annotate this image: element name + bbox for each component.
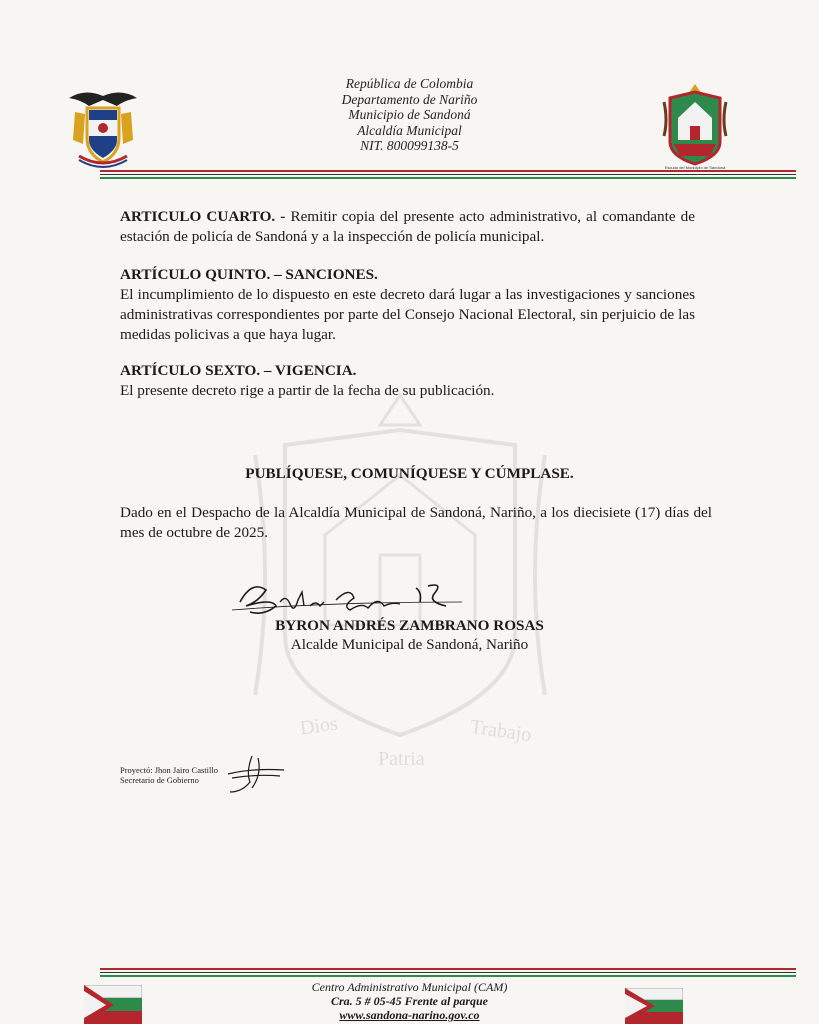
header-line: Alcaldía Municipal xyxy=(357,122,462,138)
project-note xyxy=(120,765,218,785)
article-title: ARTICULO CUARTO. - xyxy=(120,208,286,225)
emblem-caption: Escudo del Municipio de Sandoná xyxy=(664,165,726,170)
footer xyxy=(0,980,819,1022)
article-quinto xyxy=(120,265,695,345)
letterhead xyxy=(0,76,819,154)
article-cuarto xyxy=(120,207,695,247)
project-line: Proyectó: Jhon Jairo Castillo xyxy=(120,765,218,775)
watermark-word: Dios xyxy=(298,712,340,740)
article-title: ARTÍCULO QUINTO. – SANCIONES. xyxy=(120,266,378,283)
document-body xyxy=(120,207,695,415)
header-line: República de Colombia xyxy=(345,76,474,91)
signature-icon xyxy=(232,572,472,622)
footer-divider xyxy=(100,968,796,979)
article-title: ARTÍCULO SEXTO. – VIGENCIA. xyxy=(120,362,357,379)
project-line: Secretario de Gobierno xyxy=(120,775,199,785)
closing-statement: PUBLÍQUESE, COMUNÍQUESE Y CÚMPLASE. xyxy=(245,465,574,482)
given-statement: Dado en el Despacho de la Alcaldía Municipal de Sandoná, Nariño, a los diecisiete (17) días del mes de octubre de 2025. xyxy=(120,504,712,541)
watermark-word: Patria xyxy=(378,748,425,770)
initials-signature-icon xyxy=(222,752,292,798)
footer-website[interactable]: www.sandona-narino.gov.co xyxy=(339,1008,480,1022)
header-line: NIT. 800099138-5 xyxy=(360,138,459,153)
signatory-role: Alcalde Municipal de Sandoná, Nariño xyxy=(290,636,529,653)
signatory-name: BYRON ANDRÉS ZAMBRANO ROSAS xyxy=(275,617,544,634)
footer-line: Cra. 5 # 05-45 Frente al parque xyxy=(330,994,488,1008)
article-text: El presente decreto rige a partir de la fecha de su publicación. xyxy=(120,382,495,399)
footer-line: Centro Administrativo Municipal (CAM) xyxy=(311,980,508,994)
article-sexto xyxy=(120,361,695,401)
header-divider xyxy=(100,170,796,181)
watermark-word: Trabajo xyxy=(468,715,533,747)
article-text: Remitir copia del presente acto administrativo, al comandante de estación de policía de Sandoná y a la inspección de policía municipal. xyxy=(120,208,696,245)
header-line: Departamento de Nariño xyxy=(341,91,478,107)
article-text: El incumplimiento de lo dispuesto en este decreto dará lugar a las investigaciones y sanciones administrativas correspondientes por parte del Consejo Nacional Electoral, sin perjuicio de las medidas policivas a que haya lugar. xyxy=(120,286,695,343)
header-line: Municipio de Sandoná xyxy=(348,107,471,122)
